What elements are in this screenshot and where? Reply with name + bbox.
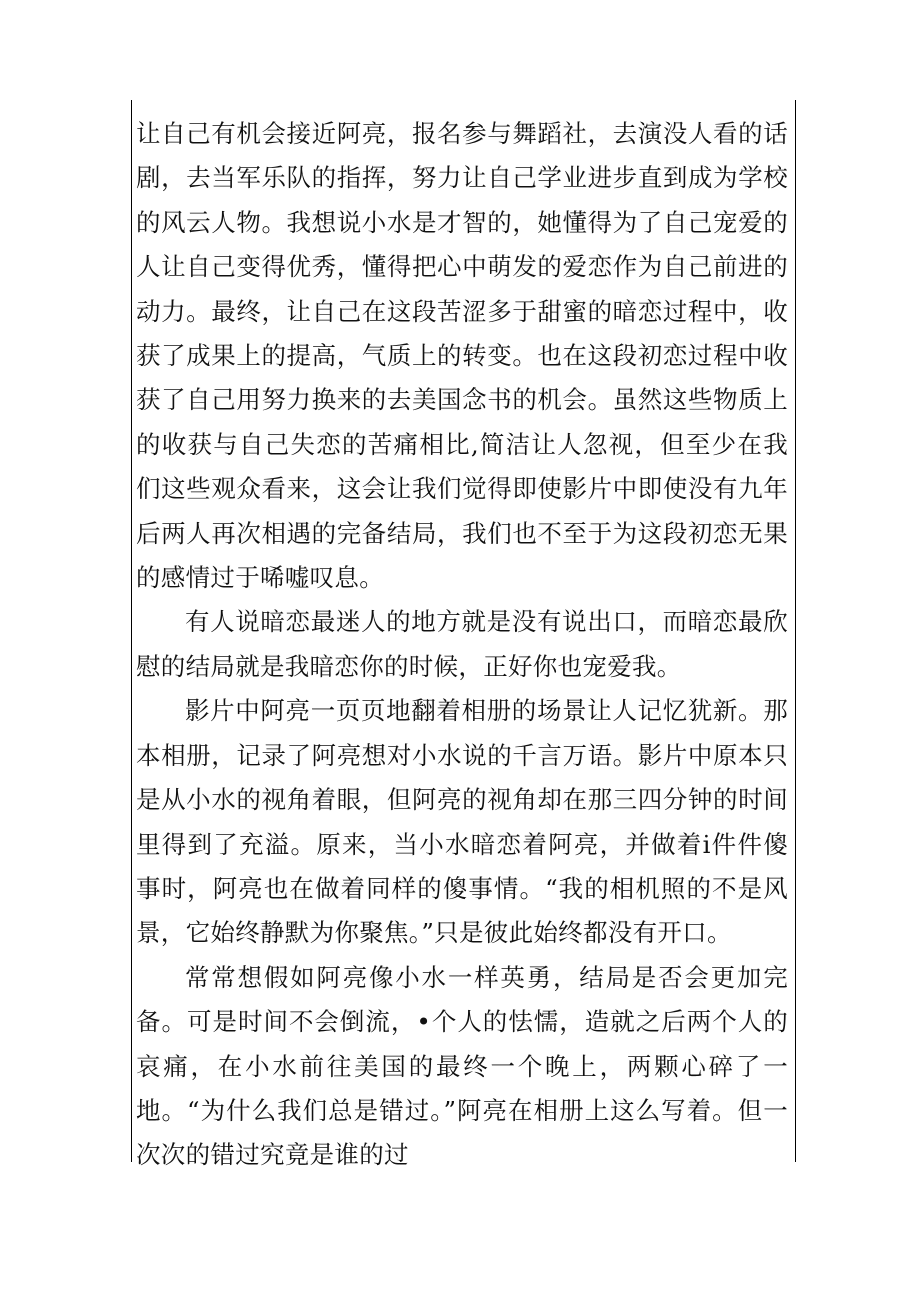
paragraph-2: 有人说暗恋最迷人的地方就是没有说出口，而暗恋最欣慰的结局就是我暗恋你的时候，正好你也宠爱我。 [136,607,788,681]
paragraph-1: 让自己有机会接近阿亮，报名参与舞蹈社，去演没人看的话剧，去当军乐队的指挥，努力让自己学业进步直到成为学校的风云人物。我想说小水是才智的，她懂得为了自己宠爱的人让自己变得优秀，懂得把心中萌发的爱恋作为自己前进的动力。最终，让自己在这段苦涩多于甜蜜的暗恋过程中，收获了成果上的提高，气质上的转变。也在这段初恋过程中收获了自己用努力换来的去美国念书的机会。虽然这些物质上的收获与自己失恋的苦痛相比,简洁让人忽视，但至少在我们这些观众看来，这会让我们觉得即使影片中即使没有九年后两人再次相遇的完备结局，我们也不至于为这段初恋无果的感情过于唏嘘叹息。 [136,119,788,593]
paragraph-3: 影片中阿亮一页页地翻着相册的场景让人记忆犹新。那本相册，记录了阿亮想对小水说的千言万语。影片中原本只是从小水的视角着眼，但阿亮的视角却在那三四分钟的时间里得到了充溢。原来，当小水暗恋着阿亮，并做着i件件傻事时，阿亮也在做着同样的傻事情。“我的相机照的不是风景，它始终静默为你聚焦。”只是彼此始终都没有开口。 [136,696,788,948]
right-border-line [795,100,796,1162]
paragraph-4: 常常想假如阿亮像小水一样英勇，结局是否会更加完备。可是时间不会倒流，•个人的怯懦，造就之后两个人的哀痛，在小水前往美国的最终一个晚上，两颗心碎了一地。“为什么我们总是错过。”阿亮在相册上这么写着。但一次次的错过究竟是谁的过 [136,962,788,1170]
left-border-line [131,100,132,1162]
body-text [136,112,788,1178]
